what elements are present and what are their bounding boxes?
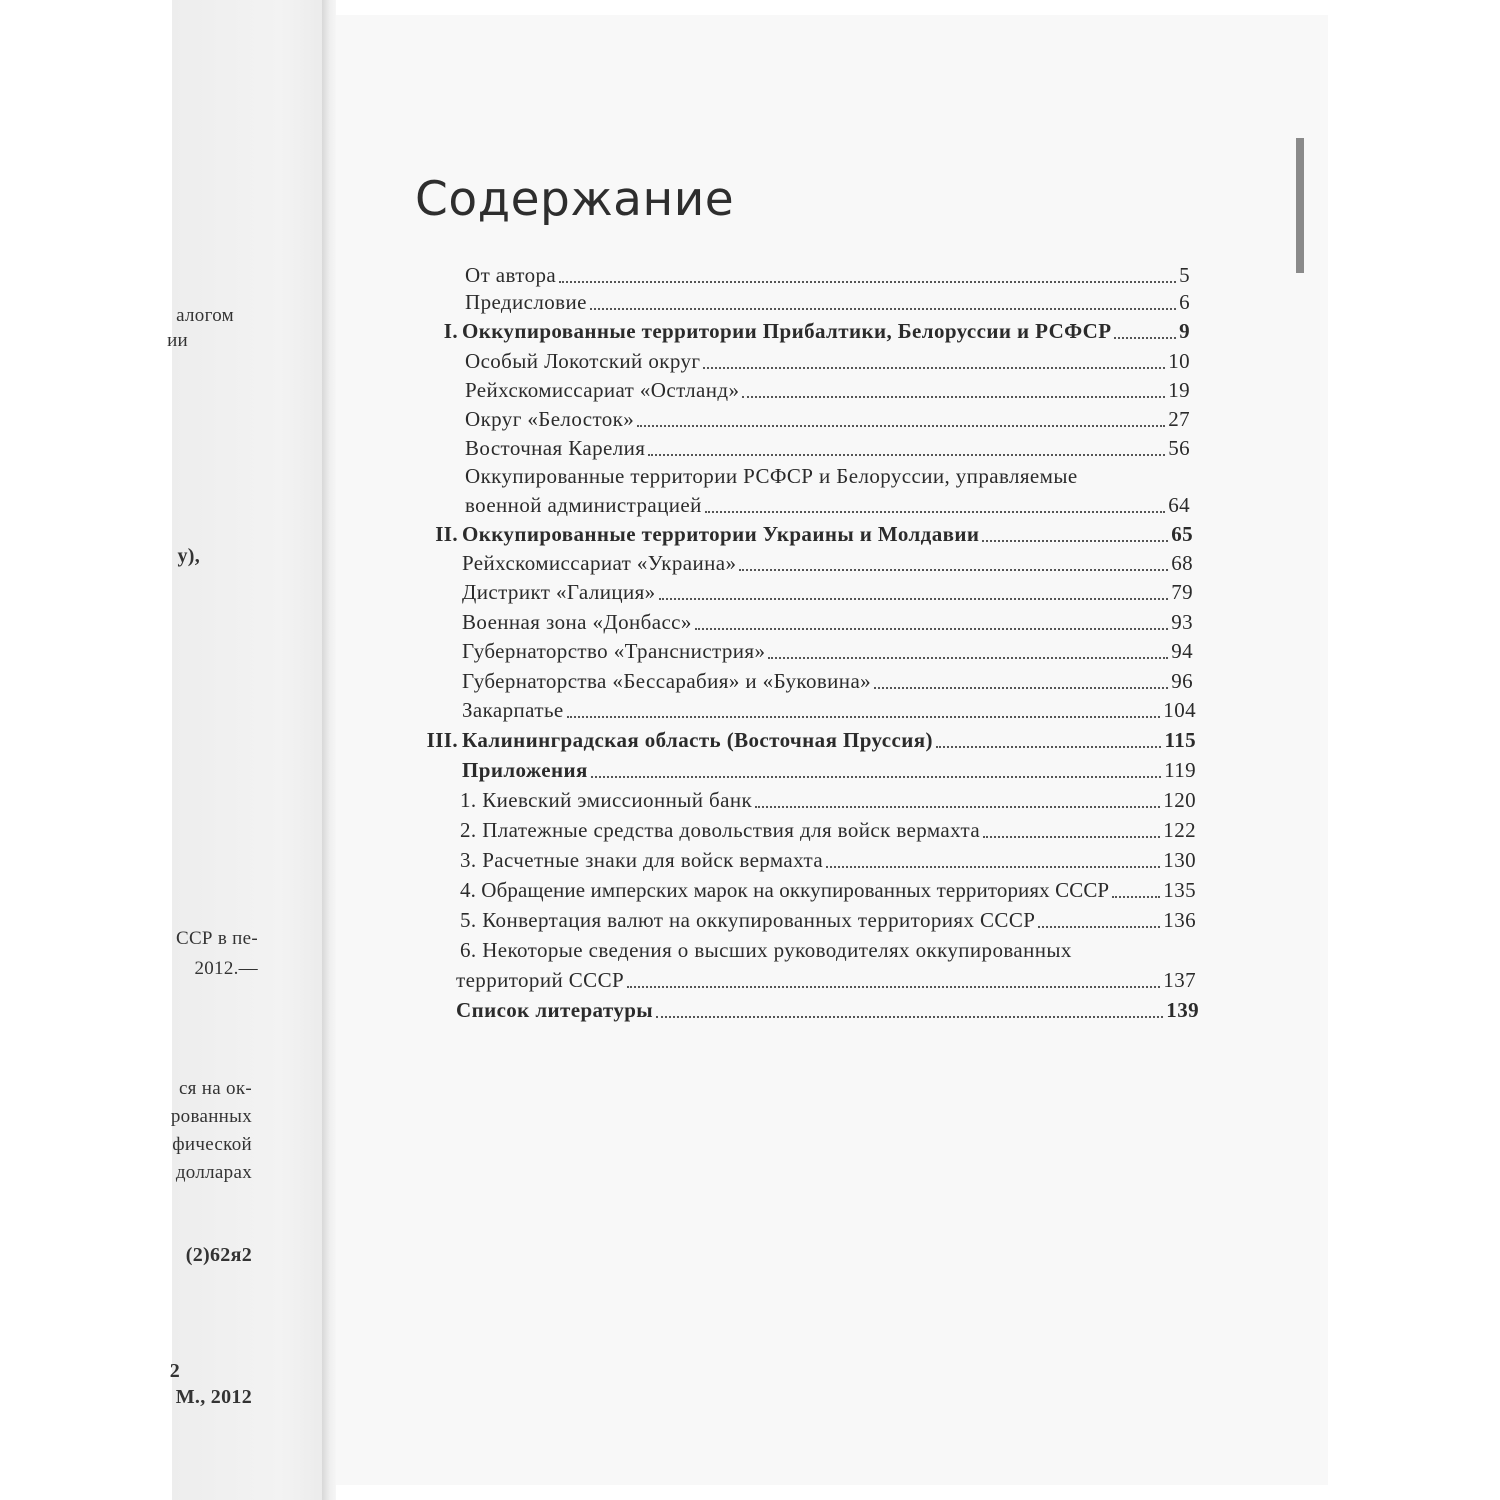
toc-entry-page: 130 (1163, 848, 1196, 872)
toc-entry-page: 79 (1171, 580, 1193, 604)
toc-entry[interactable] (460, 817, 1196, 844)
toc-entry-page: 136 (1163, 908, 1196, 932)
toc-leader-dots (739, 569, 1168, 571)
toc-leader-dots (659, 598, 1169, 600)
left-page-fragment: фической (172, 1134, 252, 1155)
toc-entry-label: Губернаторства «Бессарабия» и «Буковина» (462, 669, 872, 693)
toc-leader-dots (742, 396, 1165, 398)
toc-leader-dots (591, 776, 1161, 778)
toc-entry-appendices[interactable] (462, 757, 1196, 784)
book-gutter (322, 0, 336, 1500)
left-page-fragment: алогом (176, 305, 234, 326)
toc-entry[interactable] (462, 579, 1193, 606)
toc-entry-label: военной администрацией (465, 493, 702, 517)
toc-entry-page: 139 (1166, 998, 1199, 1022)
toc-entry-page: 115 (1164, 728, 1196, 752)
toc-leader-dots (755, 806, 1160, 808)
toc-entry-label-line1: 6. Некоторые сведения о высших руководителях оккупированных (460, 938, 1072, 962)
toc-entry-label: Особый Локотский округ (465, 349, 701, 373)
left-page-fragment: рованных (170, 1106, 252, 1127)
toc-entry-page: 56 (1168, 436, 1190, 460)
left-page-fragment: 2012.— (194, 958, 258, 979)
left-page-fragment: 2 (169, 1360, 180, 1382)
toc-entry[interactable] (460, 877, 1196, 904)
toc-leader-dots (1112, 896, 1160, 898)
toc-entry-label: Оккупированные территории Украины и Молдавии (462, 522, 980, 546)
toc-entry-label-line1: Оккупированные территории РСФСР и Белоруссии, управляемые (465, 464, 1078, 488)
toc-entry-label: Губернаторство «Транснистрия» (462, 639, 766, 663)
toc-title: Содержание (415, 172, 735, 227)
toc-entry-label: Восточная Карелия (465, 436, 646, 460)
toc-leader-dots (936, 746, 1162, 748)
toc-leader-dots (627, 986, 1160, 988)
toc-leader-dots (705, 511, 1165, 513)
left-page-fragment: ССР в пе- (175, 928, 258, 949)
toc-entry[interactable] (465, 262, 1190, 289)
toc-entry-page: 9 (1179, 319, 1190, 343)
toc-entry-page: 135 (1163, 878, 1196, 902)
toc-entry-page: 104 (1163, 698, 1196, 722)
toc-entry-label: Дистрикт «Галиция» (462, 580, 656, 604)
page-edge-marker (1296, 138, 1304, 273)
toc-leader-dots (1114, 337, 1176, 339)
toc-entry-page: 96 (1171, 669, 1193, 693)
toc-entry-page: 119 (1164, 758, 1196, 782)
toc-entry-page: 27 (1168, 407, 1190, 431)
toc-entry-page: 64 (1168, 493, 1190, 517)
toc-entry-label: Закарпатье (462, 698, 564, 722)
toc-entry-bibliography[interactable] (456, 997, 1199, 1024)
toc-entry-label: Оккупированные территории Прибалтики, Белоруссии и РСФСР (462, 319, 1112, 343)
left-page-fragment: (2)62я2 (185, 1244, 252, 1266)
toc-entry[interactable] (462, 638, 1193, 665)
toc-entry[interactable] (465, 406, 1190, 433)
toc-entry-label: 4. Обращение имперских марок на оккупированных территориях СССР (460, 878, 1110, 902)
toc-entry-section[interactable] (462, 727, 1196, 754)
toc-entry[interactable] (462, 668, 1193, 695)
toc-entry-label: 3. Расчетные знаки для войск вермахта (460, 848, 824, 872)
toc-entry-page: 93 (1171, 610, 1193, 634)
toc-leader-dots (768, 657, 1168, 659)
left-page-fragment: ии (167, 330, 188, 351)
toc-entry-page: 65 (1171, 522, 1193, 546)
toc-leader-dots (1038, 926, 1160, 928)
left-page-fragment: М., 2012 (175, 1386, 252, 1408)
toc-entry-page: 137 (1163, 968, 1196, 992)
toc-entry[interactable] (465, 377, 1190, 404)
toc-entry-label: 5. Конвертация валют на оккупированных территориях СССР (460, 908, 1036, 932)
toc-leader-dots (983, 836, 1160, 838)
toc-leader-dots (567, 716, 1161, 718)
toc-entry-label: Предисловие (465, 290, 587, 314)
toc-entry-page: 122 (1163, 818, 1196, 842)
toc-leader-dots (982, 540, 1168, 542)
toc-entry[interactable] (462, 550, 1193, 577)
toc-entry-label: Калининградская область (Восточная Пруссия) (462, 728, 933, 752)
toc-entry[interactable] (465, 348, 1190, 375)
left-page-fragment: ся на ок- (178, 1078, 252, 1099)
toc-entry[interactable] (465, 289, 1190, 316)
toc-leader-dots (637, 425, 1165, 427)
toc-leader-dots (874, 687, 1168, 689)
toc-entry-label: Приложения (462, 758, 588, 782)
toc-leader-dots (703, 367, 1165, 369)
toc-leader-dots (590, 308, 1176, 310)
toc-entry-label: От автора (465, 263, 557, 287)
toc-entry-label: Рейхскомиссариат «Украина» (462, 551, 737, 575)
toc-entry-label: Военная зона «Донбасс» (462, 610, 692, 634)
toc-entry[interactable] (462, 609, 1193, 636)
toc-entry[interactable] (460, 847, 1196, 874)
toc-leader-dots (648, 454, 1165, 456)
toc-section-number: II. (435, 522, 458, 546)
toc-entry-section[interactable] (462, 521, 1193, 548)
toc-leader-dots (559, 281, 1176, 283)
toc-entry-label: 1. Киевский эмиссионный банк (460, 788, 753, 812)
toc-entry-label: территорий СССР (456, 968, 625, 992)
left-page (169, 0, 328, 1500)
toc-entry-label: Округ «Белосток» (465, 407, 635, 431)
toc-entry-page: 94 (1171, 639, 1193, 663)
toc-entry-section[interactable] (462, 318, 1190, 345)
toc-entry[interactable] (460, 907, 1196, 934)
toc-leader-dots (656, 1016, 1163, 1018)
toc-entry-page: 68 (1171, 551, 1193, 575)
toc-entry-page: 10 (1168, 349, 1190, 373)
left-page-fragment: долларах (175, 1162, 252, 1183)
left-page-fragment: у), (177, 545, 200, 567)
toc-section-number: III. (426, 728, 458, 752)
toc-entry-label: Список литературы (456, 998, 654, 1022)
toc-entry-label: 2. Платежные средства довольствия для войск вермахта (460, 818, 981, 842)
toc-entry[interactable] (462, 697, 1196, 724)
toc-entry-page: 6 (1179, 290, 1190, 314)
toc-leader-dots (826, 866, 1160, 868)
toc-entry-label: Рейхскомиссариат «Остланд» (465, 378, 740, 402)
toc-entry[interactable] (465, 492, 1190, 519)
toc-leader-dots (695, 628, 1168, 630)
toc-entry[interactable] (456, 967, 1196, 994)
toc-section-number: I. (443, 319, 458, 343)
toc-entry-page: 19 (1168, 378, 1190, 402)
toc-entry-page: 120 (1163, 788, 1196, 812)
toc-entry-page: 5 (1179, 263, 1190, 287)
toc-entry[interactable] (460, 787, 1196, 814)
toc-entry[interactable] (465, 435, 1190, 462)
